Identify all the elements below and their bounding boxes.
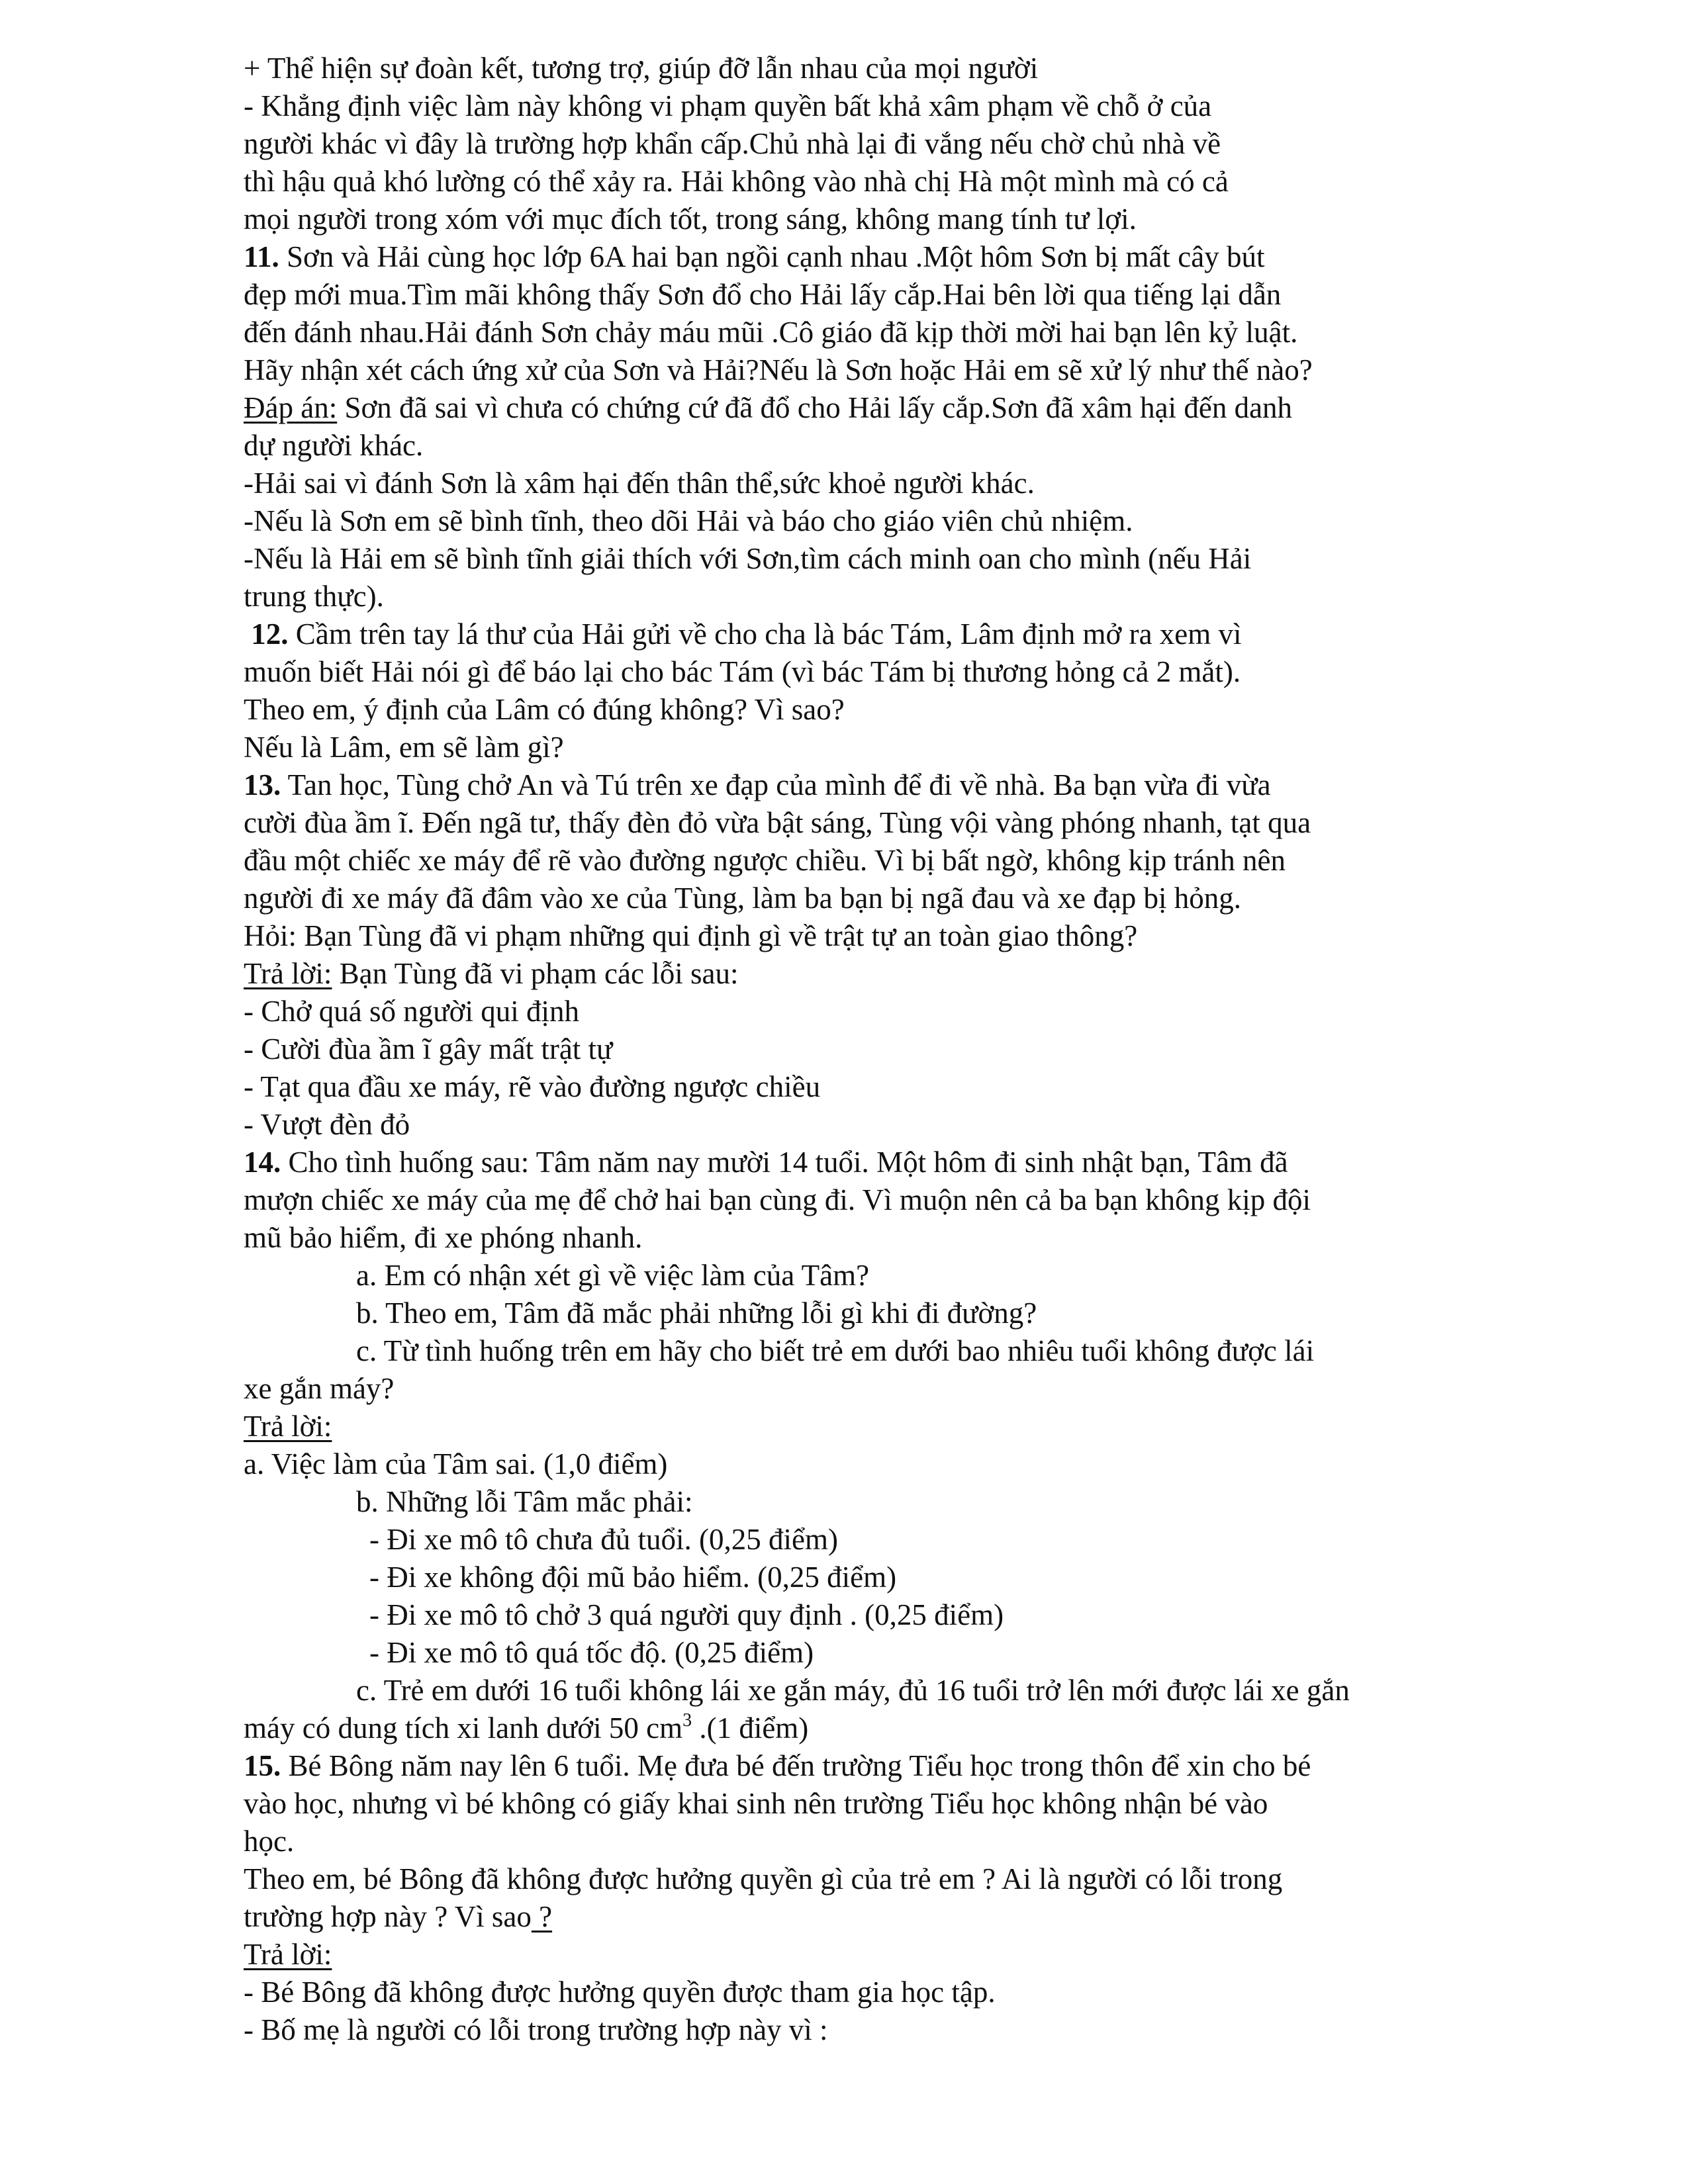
text-line: Nếu là Lâm, em sẽ làm gì? — [244, 731, 564, 764]
text-line: mượn chiếc xe máy của mẹ để chở hai bạn cùng đi. Vì muộn nên cả ba bạn không kịp đội — [244, 1183, 1311, 1216]
question-text: Bé Bông năm nay lên 6 tuổi. Mẹ đưa bé đến trường Tiểu học trong thôn để xin cho bé — [281, 1749, 1311, 1782]
text-span: .(1 điểm) — [692, 1711, 809, 1745]
text-line: xe gắn máy? — [244, 1372, 395, 1405]
text-line: Theo em, ý định của Lâm có đúng không? Vì sao? — [244, 693, 845, 726]
question-text: Cho tình huống sau: Tâm năm nay mười 14 tuổi. Một hôm đi sinh nhật bạn, Tâm đã — [281, 1146, 1288, 1179]
text-line: - Đi xe mô tô chưa đủ tuổi. (0,25 điểm) — [369, 1523, 839, 1556]
text-line — [244, 1898, 552, 1935]
text-line: - Chở quá số người qui định — [244, 995, 579, 1028]
text-line: học. — [244, 1825, 295, 1858]
text-line: a. Em có nhận xét gì về việc làm của Tâm? — [356, 1259, 870, 1292]
text-line: - Bố mẹ là người có lỗi trong trường hợp này vì : — [244, 2013, 828, 2046]
question-15 — [244, 1747, 1311, 1784]
text-line: - Tạt qua đầu xe máy, rẽ vào đường ngược chiều — [244, 1070, 821, 1103]
text-line: trung thực). — [244, 580, 384, 613]
question-13 — [244, 766, 1271, 803]
text-line: đến đánh nhau.Hải đánh Sơn chảy máu mũi .Cô giáo đã kịp thời mời hai bạn lên kỷ luật. — [244, 316, 1298, 349]
question-number: 11. — [244, 240, 279, 273]
superscript: 3 — [682, 1710, 692, 1731]
text-line: c. Từ tình huống trên em hãy cho biết trẻ em dưới bao nhiêu tuổi không được lái — [356, 1334, 1315, 1367]
question-text: Sơn và Hải cùng học lớp 6A hai bạn ngồi cạnh nhau .Một hôm Sơn bị mất cây bút — [279, 240, 1265, 273]
question-11 — [244, 238, 1264, 275]
text-line: Hỏi: Bạn Tùng đã vi phạm những qui định gì về trật tự an toàn giao thông? — [244, 919, 1138, 952]
text-line: - Cười đùa ầm ĩ gây mất trật tự — [244, 1032, 613, 1066]
text-line: - Khẳng định việc làm này không vi phạm quyền bất khả xâm phạm về chỗ ở của — [244, 89, 1212, 122]
underlined-text: ? — [531, 1900, 553, 1933]
text-line: a. Việc làm của Tâm sai. (1,0 điểm) — [244, 1447, 668, 1480]
text-line: cười đùa ầm ĩ. Đến ngã tư, thấy đèn đỏ vừa bật sáng, Tùng vội vàng phóng nhanh, tạt qua — [244, 806, 1311, 839]
text-line: -Nếu là Sơn em sẽ bình tĩnh, theo dõi Hải và báo cho giáo viên chủ nhiệm. — [244, 504, 1133, 537]
text-line: mọi người trong xóm với mục đích tốt, trong sáng, không mang tính tư lợi. — [244, 203, 1137, 236]
text-line: vào học, nhưng vì bé không có giấy khai sinh nên trường Tiểu học không nhận bé vào — [244, 1787, 1268, 1820]
text-line: - Đi xe không đội mũ bảo hiểm. (0,25 điểm) — [369, 1561, 897, 1594]
answer-text: Sơn đã sai vì chưa có chứng cứ đã đổ cho Hải lấy cắp.Sơn đã xâm hại đến danh — [337, 391, 1293, 424]
text-line: c. Trẻ em dưới 16 tuổi không lái xe gắn máy, đủ 16 tuổi trở lên mới được lái xe gắn — [356, 1674, 1350, 1707]
answer-line — [244, 1936, 332, 1973]
question-number: 13. — [244, 768, 281, 801]
text-line: - Đi xe mô tô chở 3 quá người quy định . (0,25 điểm) — [369, 1598, 1004, 1631]
text-line: + Thể hiện sự đoàn kết, tương trợ, giúp đỡ lẫn nhau của mọi người — [244, 52, 1039, 85]
question-number: 12. — [244, 617, 289, 651]
answer-label: Trả lời: — [244, 957, 332, 990]
text-line: người khác vì đây là trường hợp khẩn cấp.Chủ nhà lại đi vắng nếu chờ chủ nhà về — [244, 127, 1221, 160]
question-text: Tan học, Tùng chở An và Tú trên xe đạp của mình để đi về nhà. Ba bạn vừa đi vừa — [281, 768, 1271, 801]
text-line: -Hải sai vì đánh Sơn là xâm hại đến thân thể,sức khoẻ người khác. — [244, 467, 1035, 500]
answer-label: Trả lời: — [244, 1938, 332, 1971]
question-text: Cầm trên tay lá thư của Hải gửi về cho cha là bác Tám, Lâm định mở ra xem vì — [288, 617, 1242, 651]
answer-line — [244, 955, 738, 992]
text-span: máy có dung tích xi lanh dưới 50 cm — [244, 1711, 683, 1745]
answer-line — [244, 1408, 332, 1445]
text-line: Hãy nhận xét cách ứng xử của Sơn và Hải?Nếu là Sơn hoặc Hải em sẽ xử lý như thế nào? — [244, 353, 1313, 387]
question-number: 15. — [244, 1749, 281, 1782]
text-line: thì hậu quả khó lường có thể xảy ra. Hải không vào nhà chị Hà một mình mà có cả — [244, 165, 1229, 198]
answer-text: Bạn Tùng đã vi phạm các lỗi sau: — [332, 957, 739, 990]
text-line: - Vượt đèn đỏ — [244, 1108, 410, 1141]
text-line: mũ bảo hiểm, đi xe phóng nhanh. — [244, 1221, 643, 1254]
answer-label: Trả lời: — [244, 1410, 332, 1443]
text-line: đẹp mới mua.Tìm mãi không thấy Sơn đổ cho Hải lấy cắp.Hai bên lời qua tiếng lại dẫn — [244, 278, 1282, 311]
question-12 — [244, 615, 1242, 653]
text-line: b. Theo em, Tâm đã mắc phải những lỗi gì khi đi đường? — [356, 1297, 1037, 1330]
question-number: 14. — [244, 1146, 281, 1179]
text-line: dự người khác. — [244, 429, 424, 462]
question-14 — [244, 1144, 1288, 1181]
text-line: - Đi xe mô tô quá tốc độ. (0,25 điểm) — [369, 1636, 814, 1669]
text-line: b. Những lỗi Tâm mắc phải: — [356, 1485, 693, 1518]
text-line: - Bé Bông đã không được hưởng quyền được tham gia học tập. — [244, 1976, 996, 2009]
text-line — [244, 1709, 808, 1747]
text-line: đầu một chiếc xe máy để rẽ vào đường ngược chiều. Vì bị bất ngờ, không kịp tránh nên — [244, 844, 1286, 877]
text-line: muốn biết Hải nói gì để báo lại cho bác Tám (vì bác Tám bị thương hỏng cả 2 mắt). — [244, 655, 1241, 688]
answer-line — [244, 389, 1292, 426]
text-span: trường hợp này ? Vì sao — [244, 1900, 532, 1933]
answer-label: Đáp án: — [244, 391, 338, 424]
text-line: -Nếu là Hải em sẽ bình tĩnh giải thích với Sơn,tìm cách minh oan cho mình (nếu Hải — [244, 542, 1252, 575]
text-line: Theo em, bé Bông đã không được hưởng quyền gì của trẻ em ? Ai là người có lỗi trong — [244, 1862, 1283, 1895]
text-line: người đi xe máy đã đâm vào xe của Tùng, làm ba bạn bị ngã đau và xe đạp bị hỏng. — [244, 882, 1241, 915]
